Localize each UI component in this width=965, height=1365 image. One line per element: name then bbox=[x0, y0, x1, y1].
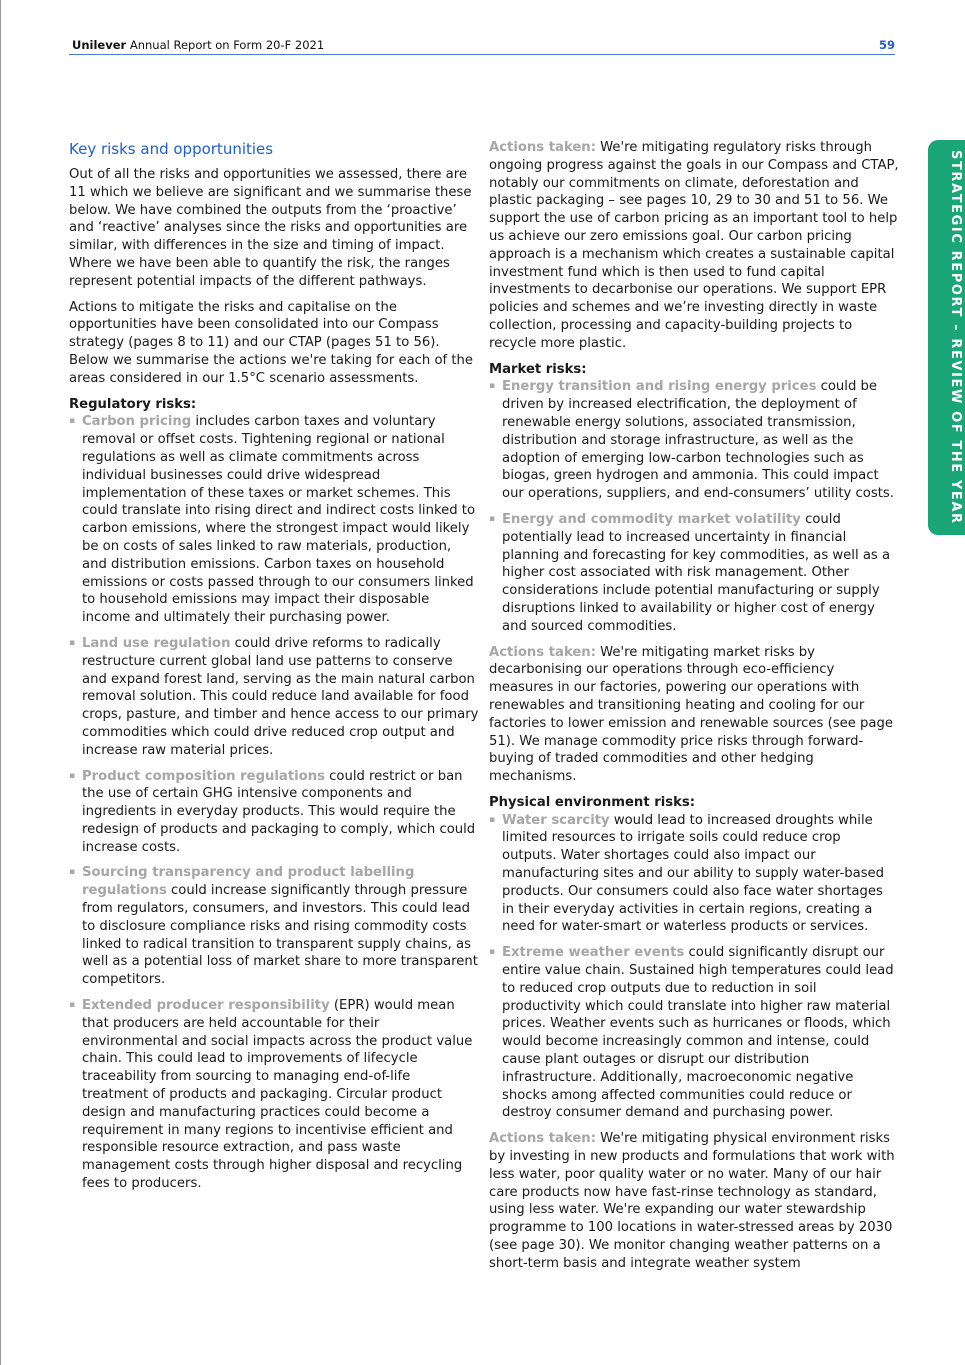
running-header bbox=[69, 38, 895, 55]
list-item bbox=[489, 944, 899, 1122]
list-item bbox=[489, 511, 899, 636]
actions-taken-label: Actions taken: bbox=[489, 1131, 596, 1147]
regulatory-risks-list bbox=[69, 413, 479, 1192]
market-actions-text: We're mitigating market risks by decarbonising our operations through eco-efficiency measures in our factories, powering our operations with renewables and transitioning heating and cooling for our factories to lower emission and renewable sources (see page 51). We manage commodity price risks through forward-buying of traded commodities and other hedging mechanisms. bbox=[489, 644, 893, 785]
actions-taken-label: Actions taken: bbox=[489, 140, 596, 155]
risk-term: Extreme weather events bbox=[502, 945, 685, 961]
regulatory-actions-text: We're mitigating regulatory risks through ongoing progress against the goals in our Compass and CTAP, notably our commitments on climate, deforestation and plastic packaging – see pages 10, 29 to 30 and 51 to 56. We support the use of carbon pricing as an important tool to help us achieve our zero emissions goal. Our carbon pricing approach is a mechanism which creates a sustainable capital investment fund which is then used to fund capital investments to decarbonise our operations. We support EPR policies and schemes and we’re investing directly in waste collection, processing and capacity-building projects to recycle more plastic. bbox=[489, 140, 899, 351]
risk-description: includes carbon taxes and voluntary removal or offset costs. Tightening regional or national regulations as well as climate commitments across individual businesses could drive widespread implementation of these taxes or market schemes. This could translate into rising direct and indirect costs linked to carbon emissions, where the strongest impact would likely be on costs of sales linked to raw materials, production, and distribution emissions. Carbon taxes on household emissions or costs passed through to our consumers linked to household emissions may impact their disposable income and ultimately their purchasing power. bbox=[82, 414, 476, 626]
physical-actions-text: We're mitigating physical environment risks by investing in new products and formulations that work with less water, poor quality water or no water. Many of our hair care products now have fast-rinse technology as standard, using less water. We're expanding our water stewardship programme to 100 locations in water-stressed areas by 2030 (see page 30). We monitor changing weather patterns on a short-term basis and integrate weather system bbox=[489, 1131, 895, 1271]
risk-term: Land use regulation bbox=[82, 635, 231, 651]
left-column bbox=[69, 139, 479, 1201]
right-column bbox=[489, 139, 899, 1281]
regulatory-actions-paragraph bbox=[489, 139, 899, 353]
report-title bbox=[72, 38, 324, 52]
risk-description: could restrict or ban the use of certain GHG intensive components and ingredients in everyday products. This would require the redesign of products and packaging to comply, which could increase costs. bbox=[82, 768, 476, 855]
risk-description: could significantly disrupt our entire value chain. Sustained high temperatures could lead to reduced crop outputs due to reduction in soil productivity which could translate into higher raw material prices. Weather events such as hurricanes or floods, which would become increasingly common and intense, could cause plant outages or disrupt our distribution infrastructure. Additionally, macroeconomic negative shocks among affected communities could reduce or destroy consumer demand and purchasing power. bbox=[502, 945, 894, 1121]
list-item bbox=[69, 635, 479, 760]
market-actions-paragraph bbox=[489, 644, 899, 786]
brand-name: Unilever bbox=[72, 38, 127, 52]
list-item bbox=[489, 378, 899, 503]
regulatory-risks-heading: Regulatory risks: bbox=[69, 396, 197, 412]
section-heading: Key risks and opportunities bbox=[69, 140, 274, 158]
risk-term: Energy transition and rising energy prices bbox=[502, 379, 817, 395]
risk-description: could increase significantly through pressure from regulators, consumers, and investors. This could lead to disclosure compliance risks and rising commodity costs linked to radical transition to transparent supply chains, as well as a potential loss of market share to more transparent competitors. bbox=[82, 883, 478, 988]
risk-description: could drive reforms to radically restructure current global land use patterns to conserve and expand forest land, serving as the main natural carbon removal solution. This could reduce land available for food crops, pasture, and timber and hence access to our primary commodities which could drive reduced crop output and increase raw material prices. bbox=[82, 635, 479, 758]
risk-term: Water scarcity bbox=[502, 812, 610, 828]
actions-taken-label: Actions taken: bbox=[489, 644, 596, 660]
intro-paragraph-2: Actions to mitigate the risks and capitalise on the opportunities have been consolidated into our Compass strategy (pages 8 to 11) and our CTAP (pages 51 to 56). Below we summarise the actions we're taking for each of the areas considered in our 1.5°C scenario assessments. bbox=[69, 299, 474, 386]
list-item bbox=[69, 413, 479, 627]
section-side-tab-label: STRATEGIC REPORT – REVIEW OF THE YEAR bbox=[948, 150, 963, 525]
risk-description: (EPR) would mean that producers are held accountable for their environmental and social impacts across the product value chain. This could lead to improvements of lifecycle traceability from sourcing to managing end-of-life treatment of products and packaging. Circular product design and manufacturing practices could become a requirement in many regions to incentivise efficient and responsible resource extraction, and pass waste management costs through higher disposal and recycling fees to producers. bbox=[82, 998, 473, 1192]
physical-risks-list bbox=[489, 812, 899, 1123]
list-item bbox=[69, 997, 479, 1193]
section-side-tab[interactable] bbox=[928, 140, 965, 535]
page-edge-rule bbox=[0, 0, 1, 1365]
intro-paragraph-1: Out of all the risks and opportunities we assessed, there are 11 which we believe are significant and we summarise these below. We have combined the outputs from the ‘proactive’ and ‘reactive’ analyses since the risks and opportunities are similar, with differences in the size and timing of impact. Where we have been able to quantify the risk, the ranges represent potential impacts of the different pathways. bbox=[69, 167, 472, 289]
risk-term: Energy and commodity market volatility bbox=[502, 511, 801, 527]
page-number: 59 bbox=[878, 38, 895, 52]
risk-description: could potentially lead to increased uncertainty in financial planning and forecasting for key commodities, as well as a higher cost associated with risk management. Other considerations include potential manufacturing or supply disruptions linked to availability or higher cost of energy and sourced commodities. bbox=[502, 511, 891, 634]
physical-actions-paragraph bbox=[489, 1130, 899, 1272]
physical-risks-heading: Physical environment risks: bbox=[489, 794, 695, 810]
report-name: Annual Report on Form 20-F 2021 bbox=[129, 38, 325, 52]
risk-term: Product composition regulations bbox=[82, 768, 325, 784]
risk-term: Extended producer responsibility bbox=[82, 998, 330, 1014]
list-item bbox=[69, 864, 479, 989]
market-risks-list bbox=[489, 378, 899, 635]
list-item bbox=[69, 768, 479, 857]
market-risks-heading: Market risks: bbox=[489, 361, 587, 377]
risk-term: Sourcing transparency and product labelling regulations bbox=[82, 865, 415, 899]
risk-description: could be driven by increased electrification, the deployment of renewable energy solutions, associated transmission, distribution and storage infrastructure, as well as the adoption of emerging low-carbon technologies such as biogas, green hydrogen and ammonia. This could impact our operations, suppliers, and end-consumers’ utility costs. bbox=[502, 379, 894, 502]
risk-term: Carbon pricing bbox=[82, 414, 192, 430]
risk-description: would lead to increased droughts while limited resources to irrigate soils could reduce crop outputs. Water shortages could also impact our manufacturing sites and our ability to supply water-based products. Our consumers could also face water shortages in their everyday activities in certain regions, creating a need for water-smart or waterless products or services. bbox=[502, 812, 885, 935]
list-item bbox=[489, 812, 899, 937]
